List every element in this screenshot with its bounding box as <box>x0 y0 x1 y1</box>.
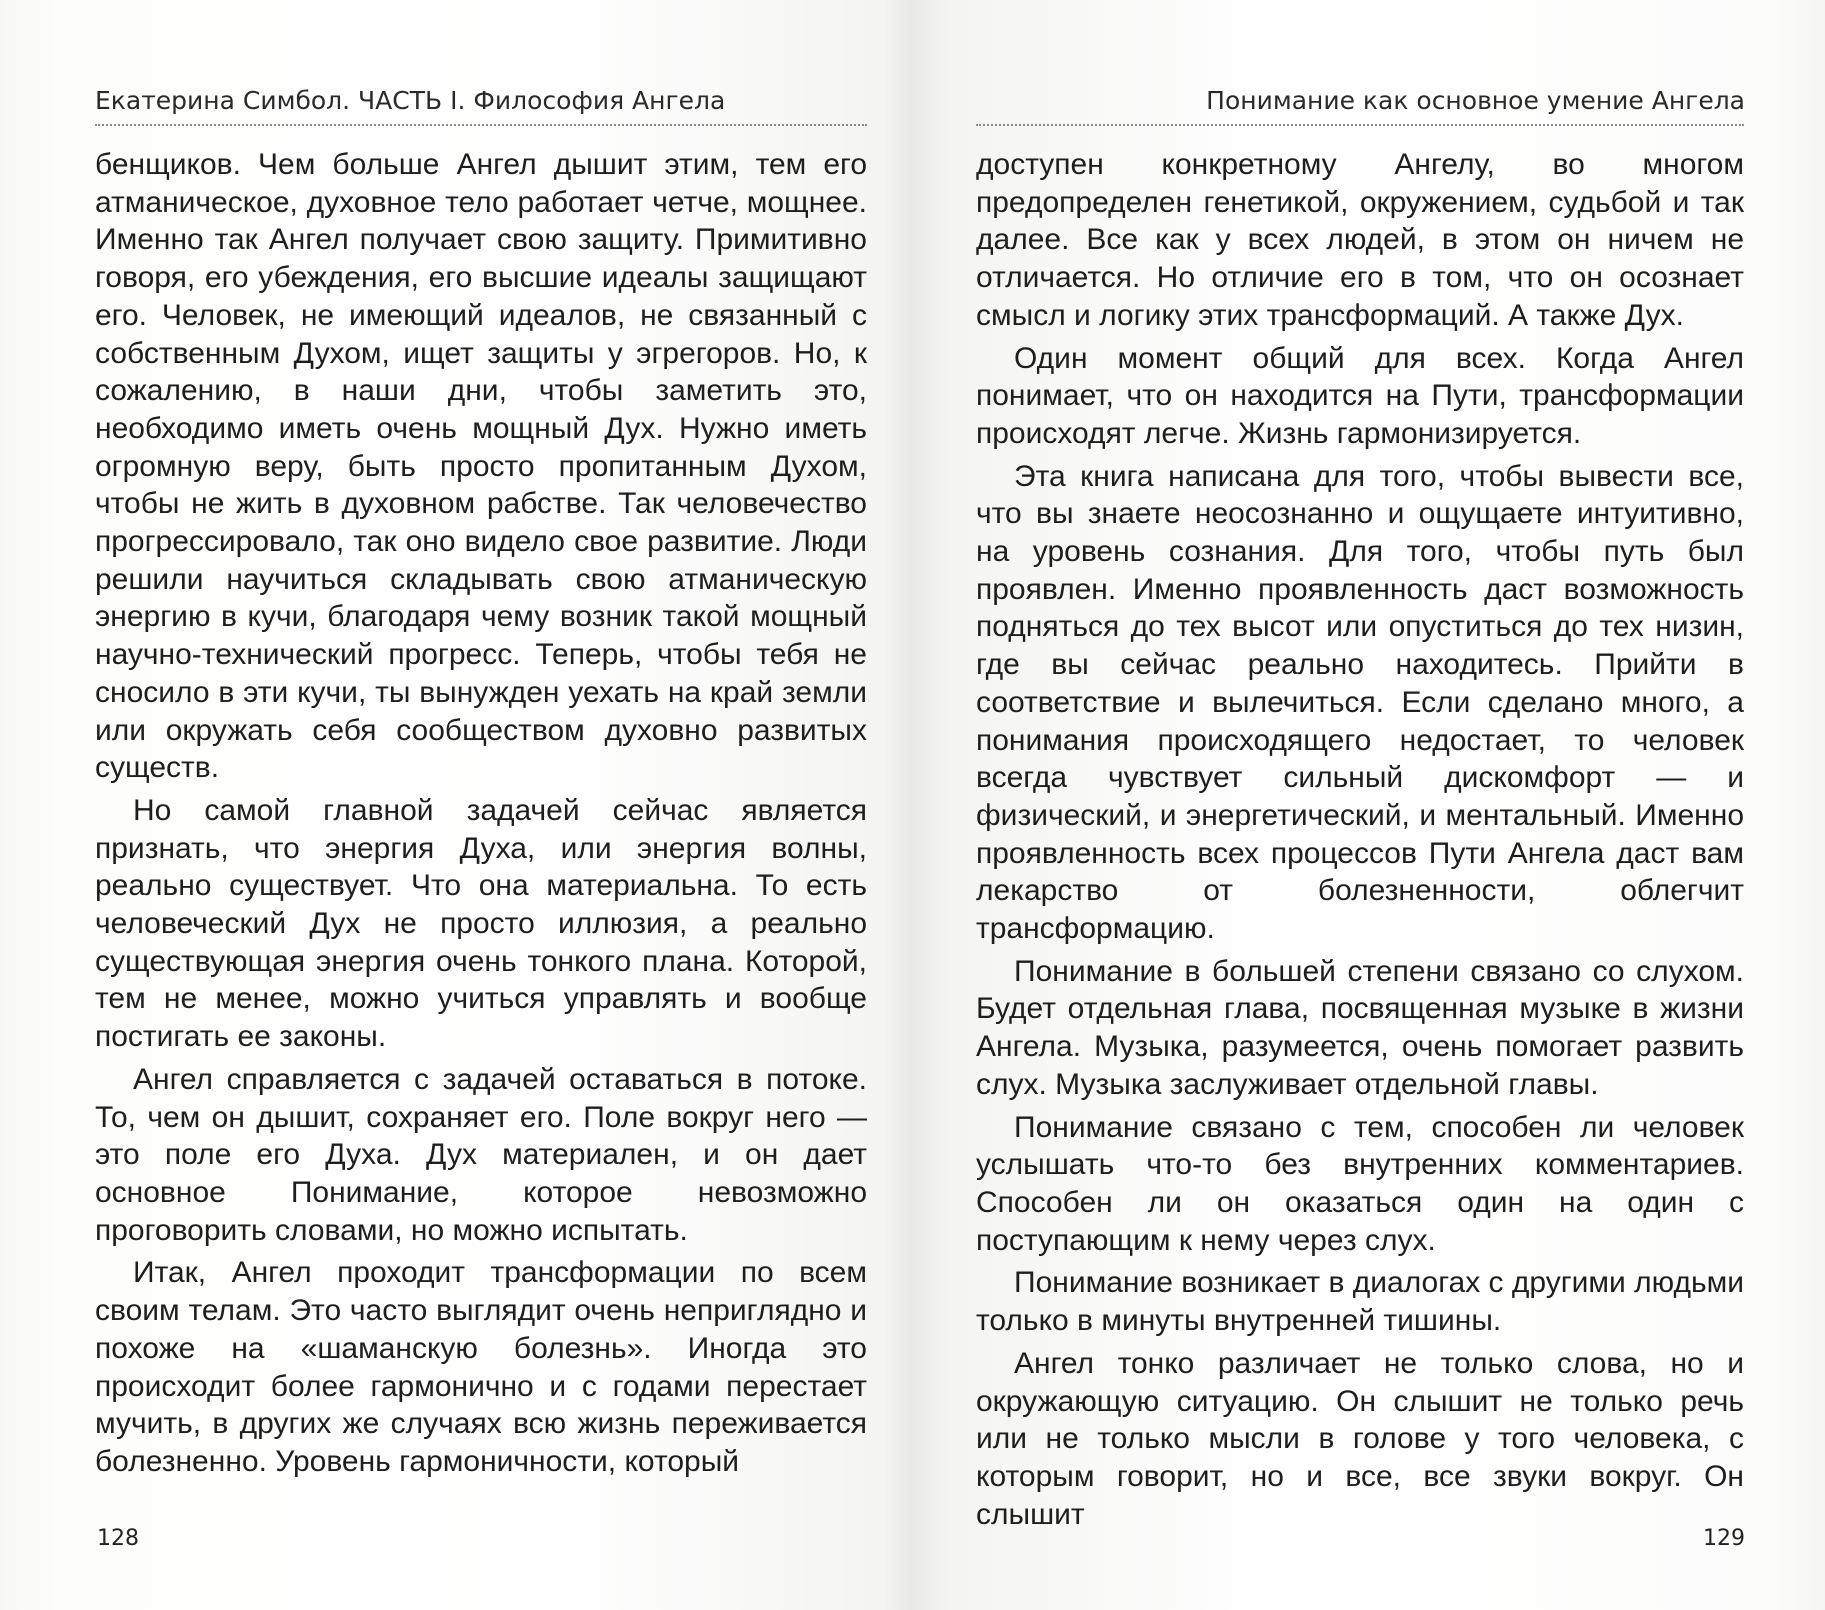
paragraph: доступен конкретному Ангелу, во многом предопределен генетикой, окружением, судьбой и так далее. Все как у всех людей, в этом он ничем не отличается. Но отличие его в том, что он осознает смысл и логику этих трансформаций. А также Дух. <box>976 148 1744 332</box>
paragraph: Понимание в большей степени связано со слухом. Будет отдельная глава, посвященная музыке в жизни Ангела. Музыка, разумеется, очень помогает развить слух. Музыка заслуживает отдельной главы. <box>976 954 1744 1101</box>
paragraph: бенщиков. Чем больше Ангел дышит этим, тем его атманическое, духовное тело работает четче, мощнее. Именно так Ангел получает свою защиту. Примитивно говоря, его убеждения, его высшие идеалы защищают его. Человек, не имеющий идеалов, не связанный с собственным Духом, ищет защиты у эгрегоров. Но, к сожалению, в наши дни, чтобы заметить это, необходимо иметь очень мощный Дух. Нужно иметь огромную веру, быть просто пропитанным Духом, чтобы не жить в духовном рабстве. Так человечество прогрессировало, так оно видело свое развитие. Люди решили научиться складывать свою атманическую энергию в кучи, благодаря чему возник такой мощный научно-технический прогресс. Теперь, чтобы тебя не сносило в эти кучи, ты вынужден уехать на край земли или окружать себя сообществом духовно развитых существ. <box>95 148 867 785</box>
paragraph: Ангел справляется с задачей оставаться в потоке. То, чем он дышит, сохраняет его. Поле вокруг него — это поле его Духа. Дух материален, и он дает основное Понимание, которое невозможно проговорить словами, но можно испытать. <box>95 1062 867 1247</box>
right-page <box>912 0 1825 1610</box>
paragraph: Ангел тонко различает не только слова, но и окружающую ситуацию. Он слышит не только речь или не только мысли в голове у того человека, с которым говорит, но и все, все звуки вокруг. Он слышит <box>976 1346 1744 1531</box>
right-body-text <box>976 146 1744 1538</box>
right-page-number: 129 <box>1703 1526 1745 1551</box>
paragraph: Итак, Ангел проходит трансформации по всем своим телам. Это часто выглядит очень неприглядно и похоже на «шаманскую болезнь». Иногда это происходит более гармонично и с годами перестает мучить, в других же случаях всю жизнь переживается болезненно. Уровень гармоничности, который <box>95 1256 867 1478</box>
left-header-rule <box>95 124 867 126</box>
right-running-head: Понимание как основное умение Ангела <box>1206 86 1745 115</box>
paragraph: Понимание возникает в диалогах с другими людьми только в минуты внутренней тишины. <box>976 1266 1745 1338</box>
paragraph: Понимание связано с тем, способен ли человек услышать что-то без внутренних комментариев. Способен ли он оказаться один на один с поступающим к нему через слух. <box>976 1110 1744 1257</box>
left-page-number: 128 <box>97 1526 139 1551</box>
left-running-head: Екатерина Симбол. ЧАСТЬ I. Философия Ангела <box>95 86 726 115</box>
paragraph: Но самой главной задачей сейчас является признать, что энергия Духа, или энергия волны, реально существует. Что она материальна. То есть человеческий Дух не просто иллюзия, а реально существующая энергия очень тонкого плана. Которой, тем не менее, можно учиться управлять и вообще постигать ее законы. <box>95 793 867 1054</box>
right-header-rule <box>976 124 1744 126</box>
left-body-text <box>95 146 867 1486</box>
paragraph: Один момент общий для всех. Когда Ангел понимает, что он находится на Пути, трансформации происходят легче. Жизнь гармонизируется. <box>976 341 1744 450</box>
left-page <box>0 0 912 1610</box>
paragraph: Эта книга написана для того, чтобы вывести все, что вы знаете неосознанно и ощущаете интуитивно, на уровень сознания. Для того, чтобы путь был проявлен. Именно проявленность даст возможность подняться до тех высот или опуститься до тех низин, где вы сейчас реально находитесь. Прийти в соответствие и вылечиться. Если сделано много, а понимания происходящего недостает, то человек всегда чувствует сильный дискомфорт — и физический, и энергетический, и ментальный. Именно проявленность всех процессов Пути Ангела даст вам лекарство от болезненности, облегчит трансформацию. <box>976 459 1744 946</box>
